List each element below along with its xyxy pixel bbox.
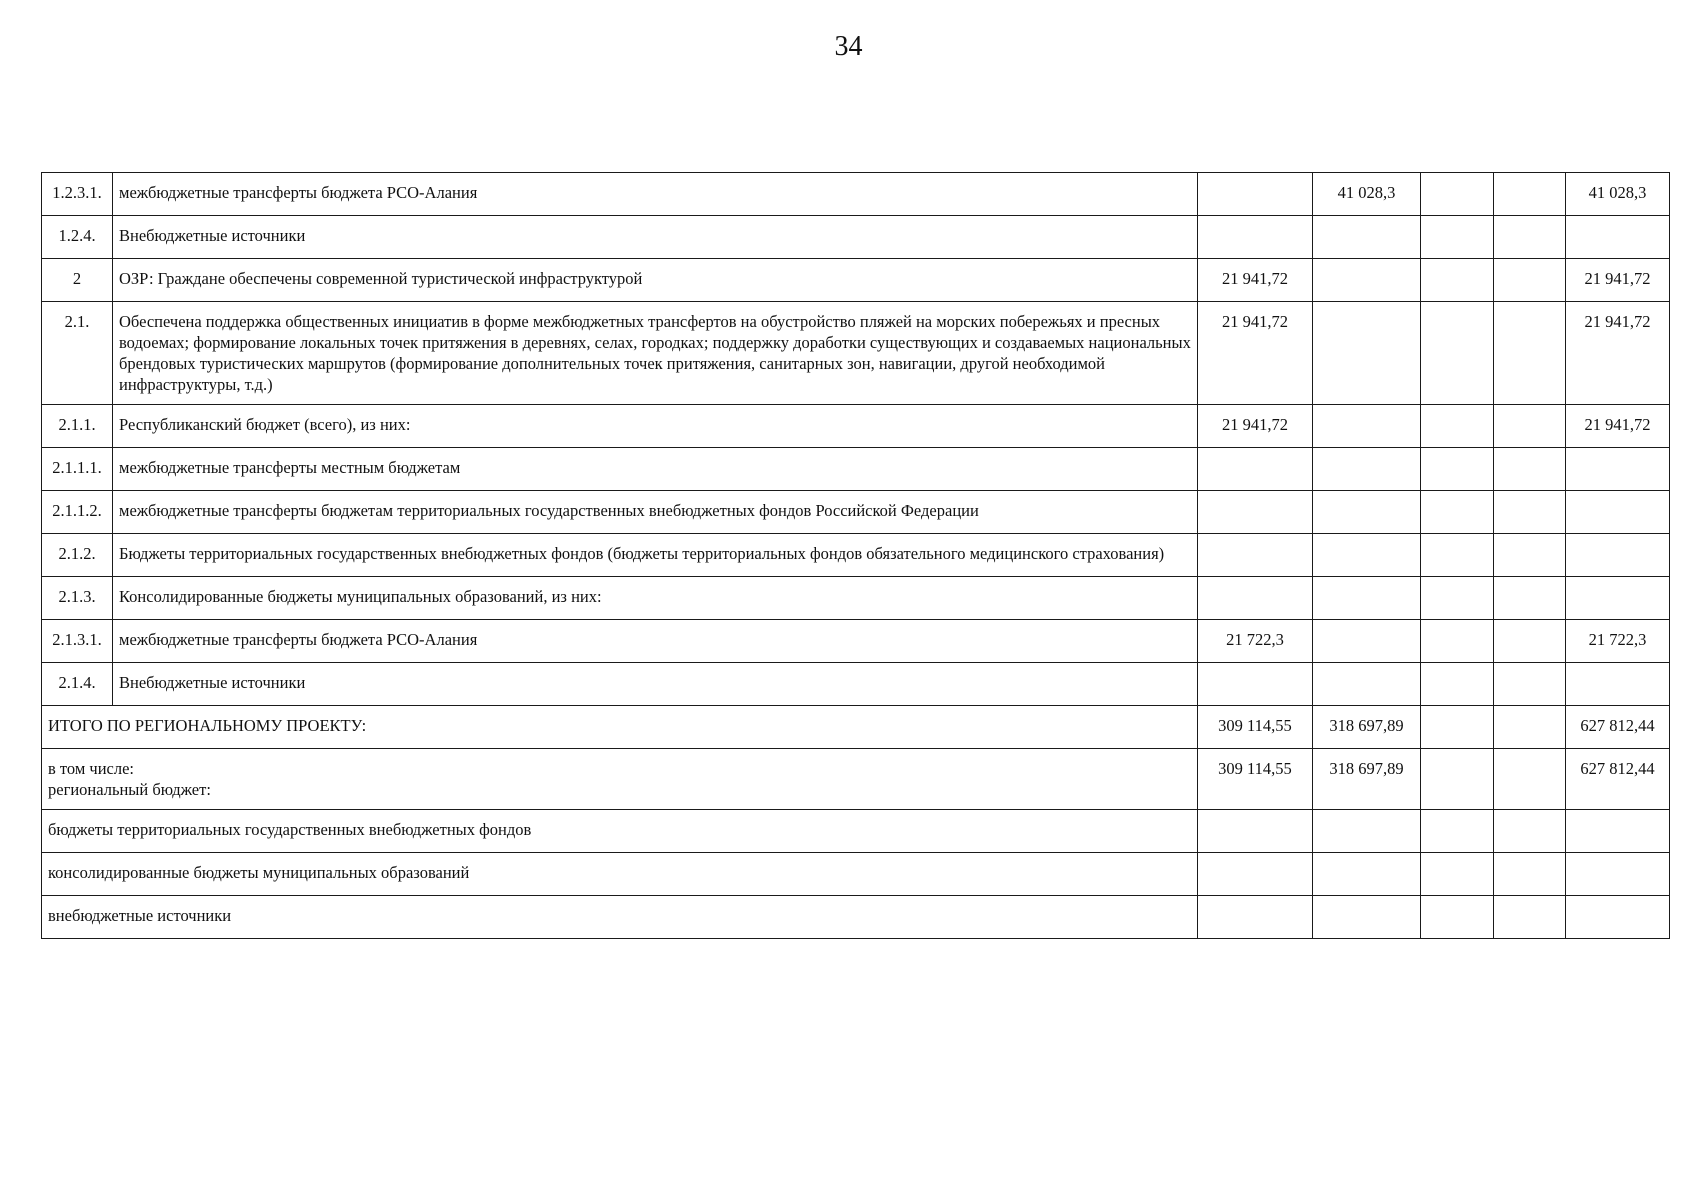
value-cell [1313, 896, 1421, 939]
table-row [42, 405, 1670, 448]
value-cell [1198, 853, 1313, 896]
summary-row-funds [42, 810, 1670, 853]
row-number: 2.1.2. [42, 534, 113, 577]
value-cell [1494, 534, 1566, 577]
value-cell [1421, 810, 1494, 853]
table-row [42, 173, 1670, 216]
total-cell: 21 722,3 [1566, 620, 1670, 663]
value-cell [1313, 405, 1421, 448]
value-cell [1421, 448, 1494, 491]
total-cell: 627 812,44 [1566, 706, 1670, 749]
value-cell [1494, 896, 1566, 939]
value-cell [1421, 577, 1494, 620]
value-cell: 41 028,3 [1313, 173, 1421, 216]
value-cell [1198, 448, 1313, 491]
total-cell [1566, 491, 1670, 534]
total-cell: 627 812,44 [1566, 749, 1670, 810]
value-cell [1313, 259, 1421, 302]
value-cell [1421, 491, 1494, 534]
summary-row-extrabudget [42, 896, 1670, 939]
value-cell [1494, 259, 1566, 302]
row-number: 2.1. [42, 302, 113, 405]
total-cell: 21 941,72 [1566, 302, 1670, 405]
summary-label-line: в том числе: [48, 759, 135, 778]
row-description: Бюджеты территориальных государственных внебюджетных фондов (бюджеты территориальных фондов обязательного медицинского страхования) [113, 534, 1198, 577]
summary-label [42, 749, 1198, 810]
total-cell [1566, 853, 1670, 896]
value-cell [1313, 216, 1421, 259]
table-row [42, 302, 1670, 405]
value-cell [1313, 448, 1421, 491]
summary-label [42, 853, 1198, 896]
total-cell [1566, 810, 1670, 853]
value-cell [1421, 620, 1494, 663]
value-cell [1421, 749, 1494, 810]
value-cell: 21 941,72 [1198, 405, 1313, 448]
table-row [42, 491, 1670, 534]
value-cell [1198, 663, 1313, 706]
value-cell [1313, 302, 1421, 405]
total-cell [1566, 577, 1670, 620]
value-cell [1494, 216, 1566, 259]
value-cell [1421, 896, 1494, 939]
row-description: межбюджетные трансферты бюджета РСО-Алания [113, 620, 1198, 663]
value-cell [1198, 810, 1313, 853]
value-cell: 21 941,72 [1198, 259, 1313, 302]
row-number: 2 [42, 259, 113, 302]
value-cell [1421, 259, 1494, 302]
value-cell [1198, 491, 1313, 534]
summary-label-line: ИТОГО ПО РЕГИОНАЛЬНОМУ ПРОЕКТУ: [48, 716, 367, 735]
table-row [42, 448, 1670, 491]
value-cell [1494, 302, 1566, 405]
value-cell [1494, 448, 1566, 491]
row-description: Республиканский бюджет (всего), из них: [113, 405, 1198, 448]
value-cell [1313, 663, 1421, 706]
value-cell: 21 941,72 [1198, 302, 1313, 405]
table-row [42, 534, 1670, 577]
value-cell: 309 114,55 [1198, 706, 1313, 749]
row-description: межбюджетные трансферты бюджетам территориальных государственных внебюджетных фондов Российской Федерации [113, 491, 1198, 534]
summary-label [42, 810, 1198, 853]
value-cell [1421, 853, 1494, 896]
row-number: 2.1.3.1. [42, 620, 113, 663]
row-description: межбюджетные трансферты бюджета РСО-Алания [113, 173, 1198, 216]
value-cell [1198, 577, 1313, 620]
row-number: 2.1.1. [42, 405, 113, 448]
value-cell [1198, 216, 1313, 259]
value-cell [1494, 853, 1566, 896]
row-number: 2.1.1.2. [42, 491, 113, 534]
value-cell [1421, 534, 1494, 577]
value-cell: 318 697,89 [1313, 749, 1421, 810]
table-row [42, 577, 1670, 620]
total-cell [1566, 216, 1670, 259]
summary-label [42, 896, 1198, 939]
row-number: 2.1.1.1. [42, 448, 113, 491]
value-cell [1313, 491, 1421, 534]
total-cell [1566, 896, 1670, 939]
total-cell: 21 941,72 [1566, 405, 1670, 448]
value-cell [1494, 173, 1566, 216]
row-description: ОЗР: Граждане обеспечены современной туристической инфраструктурой [113, 259, 1198, 302]
summary-row-regional [42, 749, 1670, 810]
value-cell [1313, 853, 1421, 896]
row-description: межбюджетные трансферты местным бюджетам [113, 448, 1198, 491]
value-cell [1421, 405, 1494, 448]
value-cell [1494, 491, 1566, 534]
value-cell [1421, 663, 1494, 706]
row-description: Внебюджетные источники [113, 216, 1198, 259]
budget-table [41, 172, 1670, 939]
table-row [42, 216, 1670, 259]
value-cell [1198, 534, 1313, 577]
value-cell [1313, 620, 1421, 663]
summary-label [42, 706, 1198, 749]
summary-label-line: бюджеты территориальных государственных внебюджетных фондов [48, 820, 532, 839]
value-cell [1421, 173, 1494, 216]
row-number: 2.1.3. [42, 577, 113, 620]
summary-row-total [42, 706, 1670, 749]
table-row [42, 259, 1670, 302]
value-cell [1494, 577, 1566, 620]
row-description: Обеспечена поддержка общественных инициатив в форме межбюджетных трансфертов на обустройство пляжей на морских побережьях и пресных водоемах; формирование локальных точек притяжения в деревнях, селах, городках; поддержку доработки существующих и создаваемых национальных брендовых туристических маршрутов (формирование дополнительных точек притяжения, санитарных зон, навигации, другой необходимой инфраструктуры, т.д.) [113, 302, 1198, 405]
row-description: Внебюджетные источники [113, 663, 1198, 706]
value-cell: 21 722,3 [1198, 620, 1313, 663]
value-cell: 309 114,55 [1198, 749, 1313, 810]
value-cell [1494, 663, 1566, 706]
summary-label-line: внебюджетные источники [48, 906, 232, 925]
row-number: 2.1.4. [42, 663, 113, 706]
value-cell [1421, 706, 1494, 749]
value-cell [1313, 810, 1421, 853]
row-description: Консолидированные бюджеты муниципальных образований, из них: [113, 577, 1198, 620]
row-number: 1.2.4. [42, 216, 113, 259]
value-cell [1494, 749, 1566, 810]
row-number: 1.2.3.1. [42, 173, 113, 216]
value-cell: 318 697,89 [1313, 706, 1421, 749]
value-cell [1494, 405, 1566, 448]
summary-label-line: консолидированные бюджеты муниципальных образований [48, 863, 470, 882]
value-cell [1494, 810, 1566, 853]
page-number: 34 [834, 31, 863, 62]
total-cell: 41 028,3 [1566, 173, 1670, 216]
total-cell [1566, 663, 1670, 706]
value-cell [1421, 302, 1494, 405]
value-cell [1494, 620, 1566, 663]
value-cell [1198, 173, 1313, 216]
value-cell [1421, 216, 1494, 259]
total-cell [1566, 534, 1670, 577]
value-cell [1198, 896, 1313, 939]
summary-row-municipal [42, 853, 1670, 896]
total-cell: 21 941,72 [1566, 259, 1670, 302]
summary-label-line: региональный бюджет: [48, 780, 211, 799]
total-cell [1566, 448, 1670, 491]
table-row [42, 620, 1670, 663]
value-cell [1313, 534, 1421, 577]
value-cell [1494, 706, 1566, 749]
table-row [42, 663, 1670, 706]
value-cell [1313, 577, 1421, 620]
